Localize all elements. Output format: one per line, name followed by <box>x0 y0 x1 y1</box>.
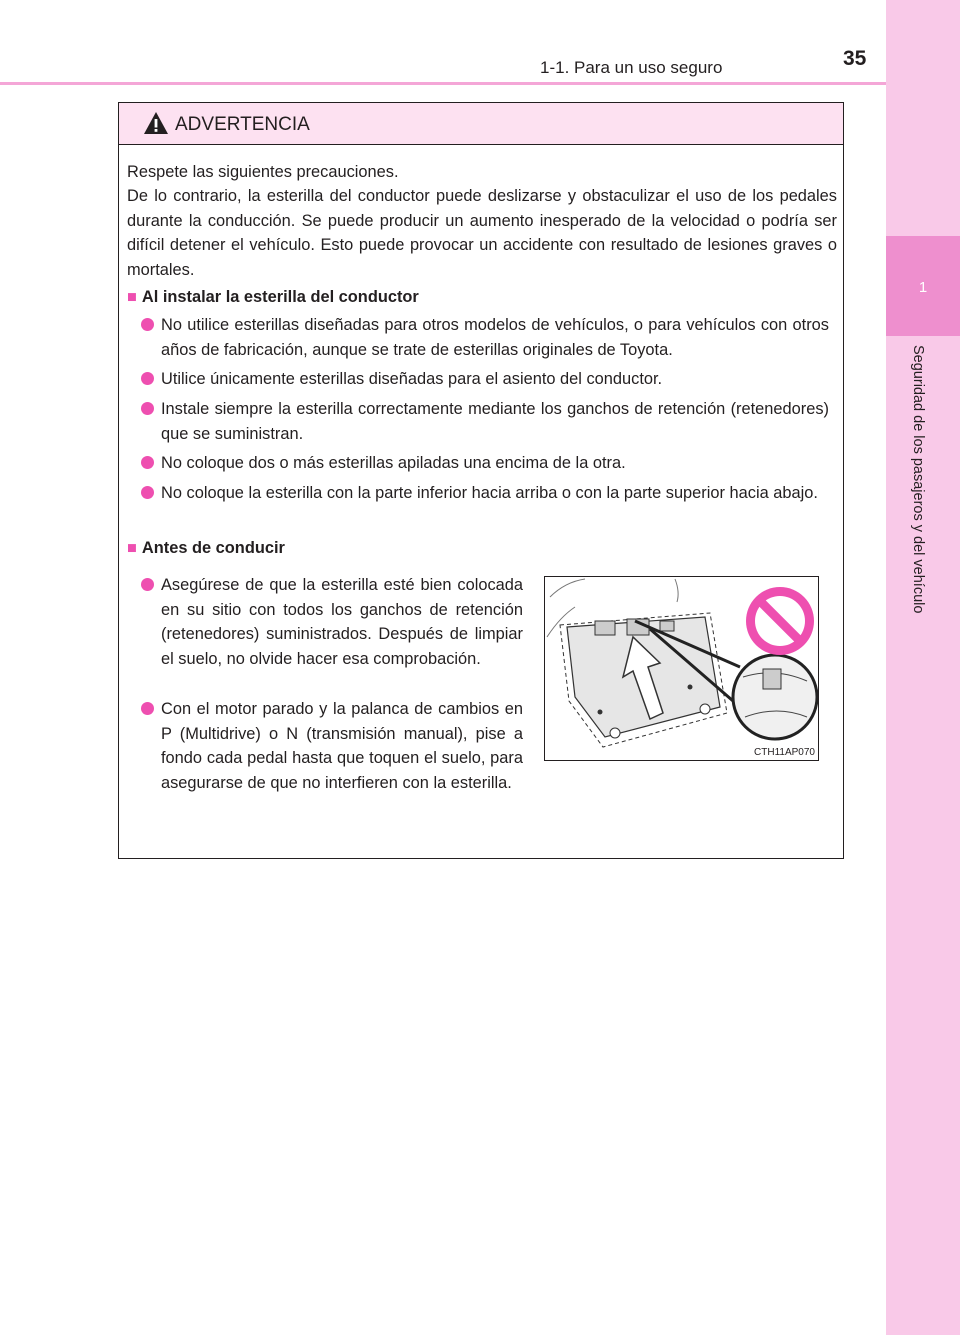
list-item: No coloque dos o más esterillas apiladas una encima de la otra. <box>161 451 829 476</box>
bullet-dot-icon <box>141 486 154 499</box>
list-item: Asegúrese de que la esterilla esté bien colocada en su sitio con todos los ganchos de retención (retenedores) suministrados. Después de limpiar el suelo, no olvide hacer esa comprobación. <box>161 573 523 671</box>
bullet-dot-icon <box>141 578 154 591</box>
bullet-dot-icon <box>141 702 154 715</box>
chapter-title: Seguridad de los pasajeros y del vehículo <box>910 345 926 614</box>
section-heading: ■ Antes de conducir <box>127 539 285 557</box>
floor-mat-illustration <box>544 576 819 761</box>
figure-code: CTH11AP070 <box>754 747 815 758</box>
warning-title: ADVERTENCIA <box>175 114 310 135</box>
list-item: Con el motor parado y la palanca de cambios en P (Multidrive) o N (transmisión manual), pise a fondo cada pedal hasta que toquen el suelo, para asegurarse de que no interfieren con la esterilla. <box>161 697 523 795</box>
section-heading: ■ Al instalar la esterilla del conductor <box>127 288 419 306</box>
warning-triangle-icon <box>143 111 169 135</box>
square-bullet-icon: ■ <box>127 539 137 557</box>
bullet-dot-icon <box>141 456 154 469</box>
header-rule <box>0 82 886 85</box>
warning-body: De lo contrario, la esterilla del conductor puede deslizarse y obstaculizar el uso de los pedales durante la conducción. Se puede producir un aumento inesperado de la velocidad o podría ser difícil detener el vehículo. Esto puede provocar un accidente con resultado de lesiones graves o mortales. <box>127 187 837 279</box>
chapter-number-tab <box>886 236 960 336</box>
section-title: 1-1. Para un uso seguro <box>540 58 723 77</box>
chapter-title-vertical <box>910 345 936 675</box>
square-bullet-icon: ■ <box>127 288 137 306</box>
list-item: Instale siempre la esterilla correctamente mediante los ganchos de retención (retenedores) que se suministran. <box>161 397 829 446</box>
list-item: No utilice esterillas diseñadas para otros modelos de vehículos, o para vehículos con otros años de fabricación, aunque se trate de esterillas originales de Toyota. <box>161 313 829 362</box>
list-item: Utilice únicamente esterillas diseñadas para el asiento del conductor. <box>161 367 829 392</box>
bullet-dot-icon <box>141 402 154 415</box>
warning-intro: Respete las siguientes precauciones. <box>127 163 399 181</box>
list-item: No coloque la esterilla con la parte inferior hacia arriba o con la parte superior hacia abajo. <box>161 481 829 506</box>
chapter-number: 1 <box>918 279 928 296</box>
bullet-dot-icon <box>141 318 154 331</box>
page-number: 35 <box>843 47 867 70</box>
bullet-dot-icon <box>141 372 154 385</box>
warning-header <box>119 103 843 145</box>
floor-mat-drawing <box>545 577 819 761</box>
